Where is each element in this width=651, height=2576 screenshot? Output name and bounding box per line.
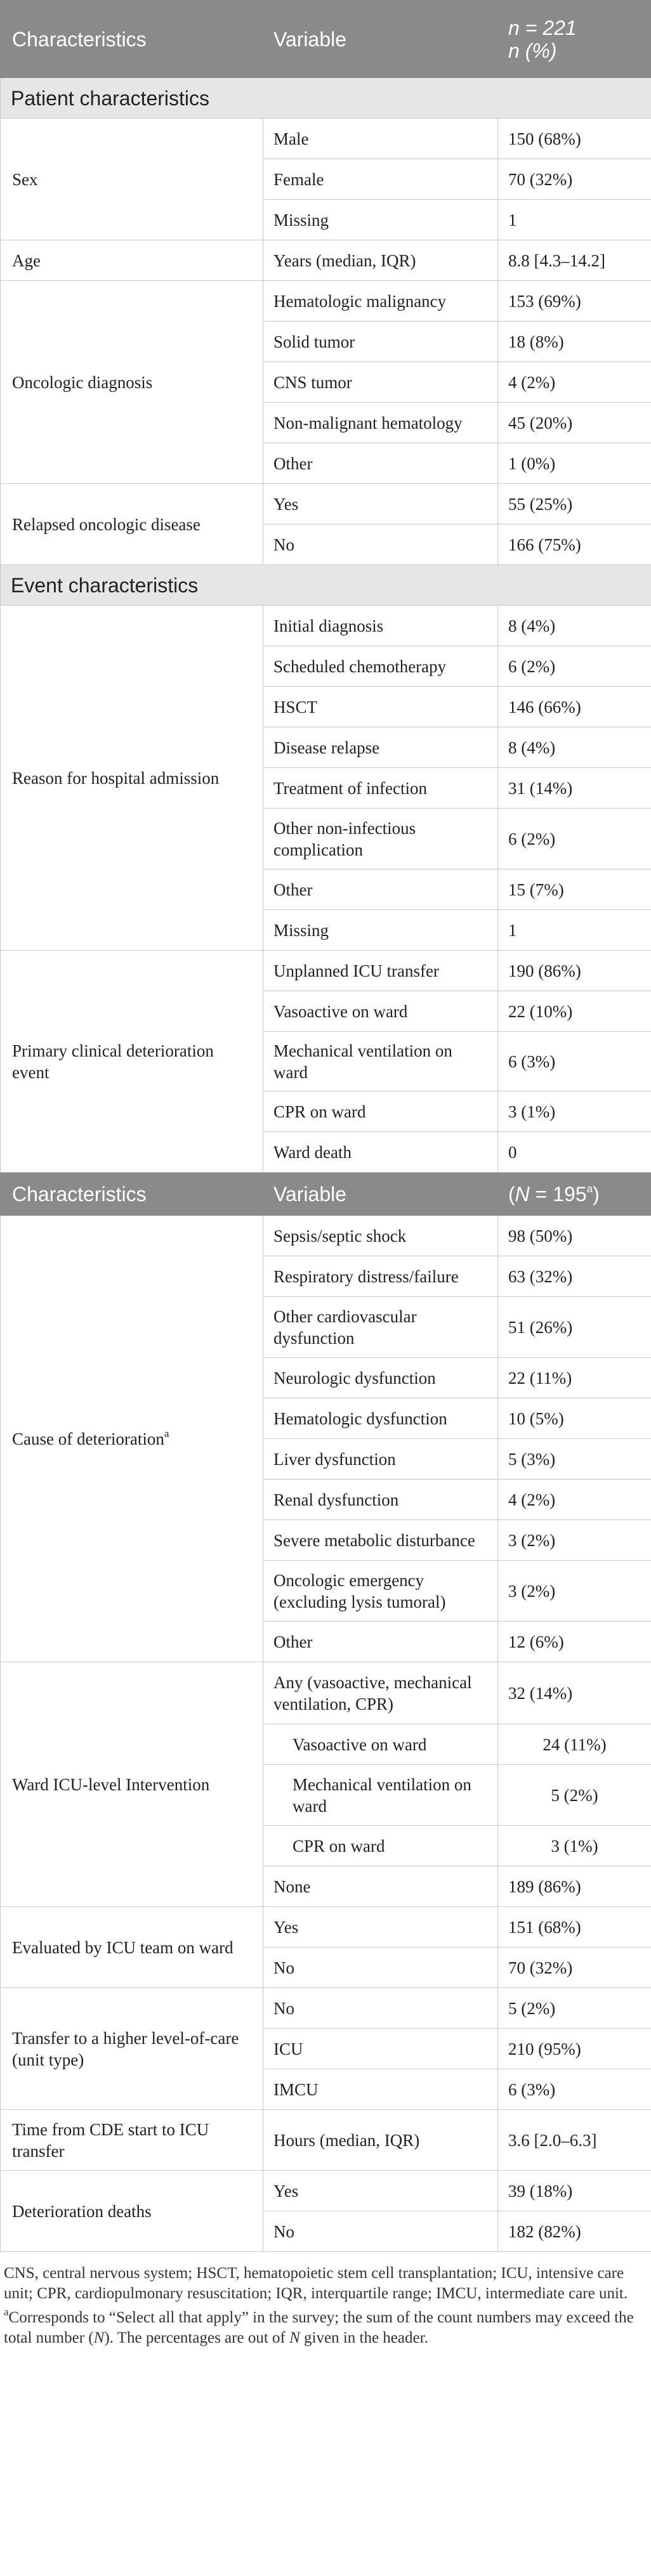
row-variable: Any (vasoactive, mechanical ventilation, CPR) xyxy=(263,1662,498,1724)
row-value: 3 (1%) xyxy=(498,1091,651,1132)
row-variable: Yes xyxy=(263,484,498,524)
row-variable: Initial diagnosis xyxy=(263,606,498,646)
row-value: 24 (11%) xyxy=(498,1724,651,1765)
header2-variable: Variable xyxy=(263,1173,498,1216)
row-variable: Non-malignant hematology xyxy=(263,403,498,443)
row-value: 1 xyxy=(498,200,651,240)
row-value: 3.6 [2.0–6.3] xyxy=(498,2110,651,2171)
row-value: 146 (66%) xyxy=(498,687,651,727)
row-value: 39 (18%) xyxy=(498,2171,651,2211)
table-row xyxy=(1,1662,651,1724)
table-row xyxy=(1,606,651,646)
section-event: Event characteristics xyxy=(1,565,651,606)
row-variable: Hours (median, IQR) xyxy=(263,2110,498,2171)
row-label: Deterioration deaths xyxy=(1,2171,263,2252)
table-row xyxy=(1,951,651,991)
cod-label-sup: a xyxy=(164,1427,169,1440)
header2-n-close: ) xyxy=(593,1182,600,1206)
table-row xyxy=(1,119,651,159)
row-variable: Other cardiovascular dysfunction xyxy=(263,1297,498,1358)
row-value: 182 (82%) xyxy=(498,2211,651,2252)
row-variable: Yes xyxy=(263,2171,498,2211)
row-value: 6 (3%) xyxy=(498,1032,651,1091)
row-value: 22 (10%) xyxy=(498,991,651,1032)
table-row xyxy=(1,1988,651,2029)
row-variable: Other non-infectious complication xyxy=(263,809,498,869)
row-variable: No xyxy=(263,1948,498,1988)
footnote-a-text1: Corresponds to “Select all that apply” in the survey; the sum of the count numbers may exceed the total number ( xyxy=(4,2309,634,2346)
row-variable: Unplanned ICU transfer xyxy=(263,951,498,991)
footnote-a-n2: N xyxy=(289,2329,300,2346)
row-value: 63 (32%) xyxy=(498,1256,651,1297)
footnote-abbreviations: CNS, central nervous system; HSCT, hematopoietic stem cell transplantation; ICU, intensive care unit; CPR, cardiopulmonary resuscitation; IQR, interquartile range; IMCU, intermediate care unit. xyxy=(4,2265,628,2302)
row-variable: Solid tumor xyxy=(263,322,498,362)
row-value: 51 (26%) xyxy=(498,1297,651,1358)
section-row xyxy=(1,78,651,119)
row-value: 98 (50%) xyxy=(498,1216,651,1256)
header-n-line1: n = 221 xyxy=(508,16,577,39)
row-variable: CPR on ward xyxy=(263,1091,498,1132)
row-value: 8.8 [4.3–14.2] xyxy=(498,240,651,281)
header2-n-symbol: N xyxy=(515,1182,530,1206)
row-variable: Female xyxy=(263,159,498,200)
row-variable: Other xyxy=(263,1622,498,1662)
row-value: 22 (11%) xyxy=(498,1358,651,1398)
cod-label-text: Cause of deterioration xyxy=(12,1429,164,1448)
row-variable: Sepsis/septic shock xyxy=(263,1216,498,1256)
row-label: Sex xyxy=(1,119,263,240)
row-variable: Oncologic emergency (excluding lysis tumoral) xyxy=(263,1561,498,1622)
row-variable: Mechanical ventilation on ward xyxy=(263,1765,498,1826)
row-variable: Other xyxy=(263,443,498,484)
footnote-a-text2: ). The percentages are out of xyxy=(104,2329,290,2346)
footnote-a xyxy=(4,2305,647,2348)
row-variable: Male xyxy=(263,119,498,159)
row-value: 5 (3%) xyxy=(498,1439,651,1480)
row-value: 6 (3%) xyxy=(498,2069,651,2110)
row-variable: ICU xyxy=(263,2029,498,2069)
row-value: 150 (68%) xyxy=(498,119,651,159)
table-row xyxy=(1,240,651,281)
row-value: 0 xyxy=(498,1132,651,1173)
row-variable: CPR on ward xyxy=(263,1826,498,1866)
row-label: Time from CDE start to ICU transfer xyxy=(1,2110,263,2171)
header-variable: Variable xyxy=(263,1,498,78)
row-variable: Hematologic dysfunction xyxy=(263,1398,498,1439)
row-variable: Scheduled chemotherapy xyxy=(263,646,498,687)
footnote-a-text3: given in the header. xyxy=(299,2329,428,2346)
row-value: 8 (4%) xyxy=(498,727,651,768)
header-n-line2: n (%) xyxy=(508,39,557,62)
row-variable: Renal dysfunction xyxy=(263,1480,498,1520)
row-variable: No xyxy=(263,2211,498,2252)
footnote-a-sup: a xyxy=(4,2305,9,2318)
row-label: Oncologic diagnosis xyxy=(1,281,263,484)
row-variable: Years (median, IQR) xyxy=(263,240,498,281)
row-value: 45 (20%) xyxy=(498,403,651,443)
row-value: 151 (68%) xyxy=(498,1907,651,1948)
table-header-2 xyxy=(1,1173,651,1216)
header2-n-open: ( xyxy=(508,1182,515,1206)
row-value: 1 (0%) xyxy=(498,443,651,484)
row-value: 166 (75%) xyxy=(498,524,651,565)
table-row xyxy=(1,1907,651,1948)
table-row xyxy=(1,1216,651,1256)
row-variable: Vasoactive on ward xyxy=(263,991,498,1032)
row-value: 3 (2%) xyxy=(498,1561,651,1622)
row-value: 3 (1%) xyxy=(498,1826,651,1866)
row-value: 4 (2%) xyxy=(498,1480,651,1520)
row-variable: IMCU xyxy=(263,2069,498,2110)
row-value: 6 (2%) xyxy=(498,809,651,869)
row-value: 70 (32%) xyxy=(498,159,651,200)
row-value: 189 (86%) xyxy=(498,1866,651,1907)
header-characteristics: Characteristics xyxy=(1,1,263,78)
row-label: Primary clinical deterioration event xyxy=(1,951,263,1173)
table-footnotes xyxy=(0,2252,651,2348)
row-variable: No xyxy=(263,524,498,565)
row-value: 6 (2%) xyxy=(498,646,651,687)
row-value: 1 xyxy=(498,910,651,951)
row-variable: Hematologic malignancy xyxy=(263,281,498,322)
row-variable: Respiratory distress/failure xyxy=(263,1256,498,1297)
header2-characteristics: Characteristics xyxy=(1,1173,263,1216)
row-value: 8 (4%) xyxy=(498,606,651,646)
row-variable: HSCT xyxy=(263,687,498,727)
row-variable: CNS tumor xyxy=(263,362,498,403)
row-value: 153 (69%) xyxy=(498,281,651,322)
row-value: 15 (7%) xyxy=(498,869,651,910)
row-variable: Severe metabolic disturbance xyxy=(263,1520,498,1561)
row-value: 5 (2%) xyxy=(498,1988,651,2029)
footnote-a-n1: N xyxy=(93,2329,105,2346)
row-variable: No xyxy=(263,1988,498,2029)
section-patient: Patient characteristics xyxy=(1,78,651,119)
row-label: Evaluated by ICU team on ward xyxy=(1,1907,263,1988)
table-row xyxy=(1,484,651,524)
header-n xyxy=(498,1,651,78)
row-value: 4 (2%) xyxy=(498,362,651,403)
row-value: 31 (14%) xyxy=(498,768,651,809)
header2-n-value: = 195 xyxy=(529,1182,587,1206)
row-value: 70 (32%) xyxy=(498,1948,651,1988)
row-value: 210 (95%) xyxy=(498,2029,651,2069)
section-row xyxy=(1,565,651,606)
row-value: 12 (6%) xyxy=(498,1622,651,1662)
row-variable: Mechanical ventilation on ward xyxy=(263,1032,498,1091)
row-label: Transfer to a higher level-of-care (unit type) xyxy=(1,1988,263,2110)
row-value: 18 (8%) xyxy=(498,322,651,362)
row-variable: None xyxy=(263,1866,498,1907)
row-variable: Missing xyxy=(263,200,498,240)
row-variable: Other xyxy=(263,869,498,910)
row-value: 32 (14%) xyxy=(498,1662,651,1724)
row-label xyxy=(1,1216,263,1662)
table-row xyxy=(1,281,651,322)
row-label: Ward ICU-level Intervention xyxy=(1,1662,263,1907)
row-label: Relapsed oncologic disease xyxy=(1,484,263,565)
table-row xyxy=(1,2171,651,2211)
row-variable: Disease relapse xyxy=(263,727,498,768)
row-variable: Ward death xyxy=(263,1132,498,1173)
row-variable: Treatment of infection xyxy=(263,768,498,809)
table-header xyxy=(1,1,651,78)
row-variable: Neurologic dysfunction xyxy=(263,1358,498,1398)
table-row xyxy=(1,2110,651,2171)
header2-n-sup: a xyxy=(586,1182,593,1195)
row-value: 10 (5%) xyxy=(498,1398,651,1439)
header2-n xyxy=(498,1173,651,1216)
row-variable: Liver dysfunction xyxy=(263,1439,498,1480)
row-value: 5 (2%) xyxy=(498,1765,651,1826)
row-value: 190 (86%) xyxy=(498,951,651,991)
row-value: 3 (2%) xyxy=(498,1520,651,1561)
row-label: Age xyxy=(1,240,263,281)
row-value: 55 (25%) xyxy=(498,484,651,524)
row-variable: Yes xyxy=(263,1907,498,1948)
row-label: Reason for hospital admission xyxy=(1,606,263,951)
row-variable: Missing xyxy=(263,910,498,951)
row-variable: Vasoactive on ward xyxy=(263,1724,498,1765)
